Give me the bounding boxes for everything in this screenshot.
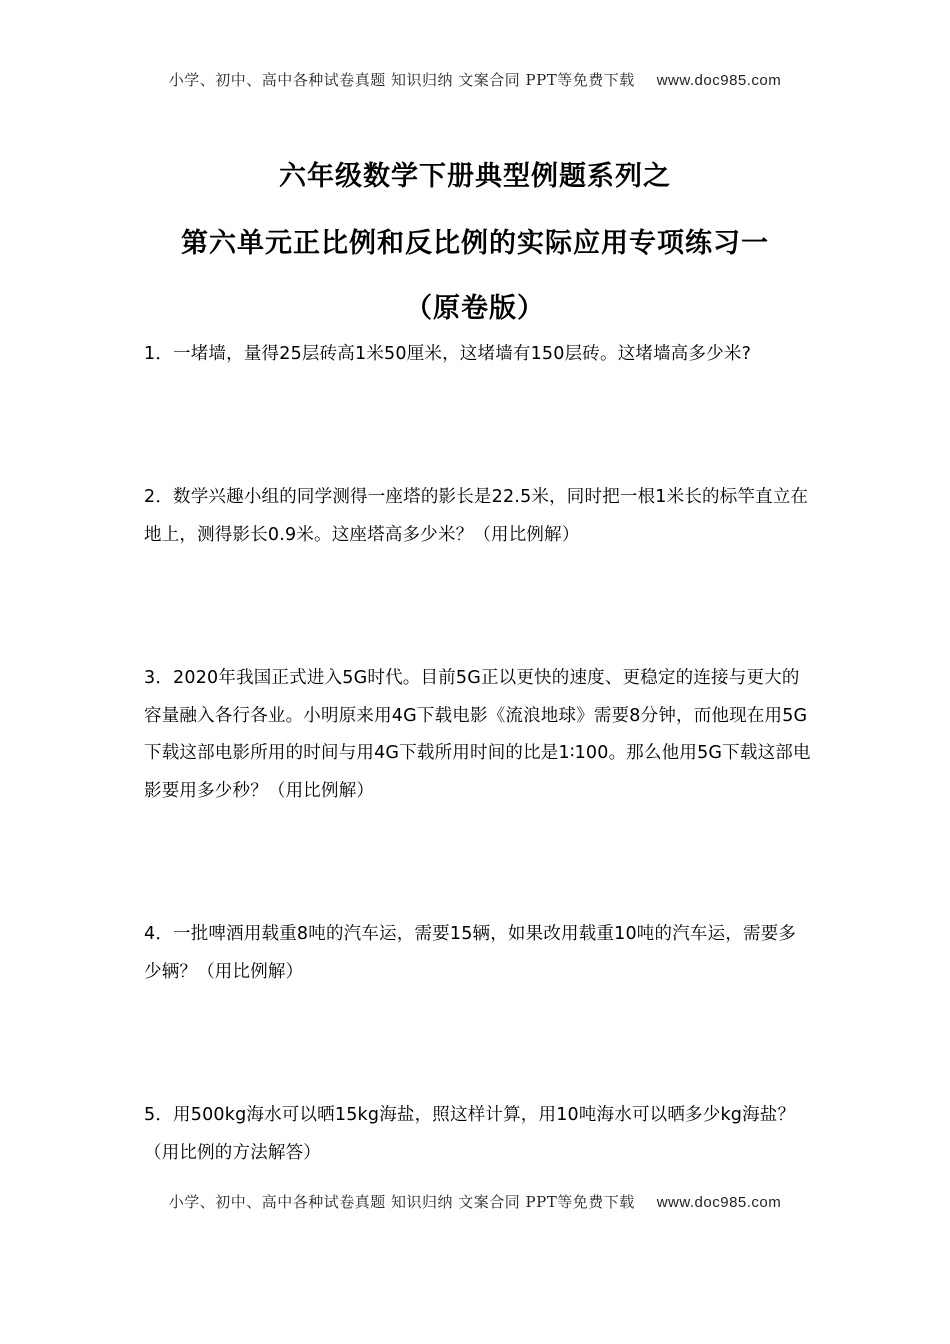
footer-banner xyxy=(0,1191,950,1212)
title-line-1: 六年级数学下册典型例题系列之 xyxy=(279,161,671,192)
title-line-2: 第六单元正比例和反比例的实际应用专项练习一 xyxy=(181,228,769,259)
question-4: 4．一批啤酒用载重8吨的汽车运，需要15辆，如果改用载重10吨的汽车运，需要多少辆？（用比例解） xyxy=(144,924,797,982)
question-3: 3．2020年我国正式进入5G时代。目前5G正以更快的速度、更稳定的连接与更大的容量融入各行各业。小明原来用4G下载电影《流浪地球》需要8分钟，而他现在用5G下载这部电影所用的时间与用4G下载所用时间的比是1∶100。那么他用5G下载这部电影要用多少秒？（用比例解） xyxy=(144,668,811,801)
title-line-3: （原卷版） xyxy=(405,293,545,324)
header-text: 小学、初中、高中各种试卷真题 知识归纳 文案合同 PPT等免费下载 xyxy=(168,71,635,89)
header-site-link[interactable]: www.doc985.com xyxy=(656,72,782,89)
question-2: 2．数学兴趣小组的同学测得一座塔的影长是22.5米，同时把一根1米长的标竿直立在地上，测得影长0.9米。这座塔高多少米？（用比例解） xyxy=(144,487,809,545)
header-banner xyxy=(0,69,950,90)
question-1: 1．一堵墙，量得25层砖高1米50厘米，这堵墙有150层砖。这堵墙高多少米? xyxy=(144,344,752,364)
footer-site-link[interactable]: www.doc985.com xyxy=(656,1194,782,1211)
footer-text: 小学、初中、高中各种试卷真题 知识归纳 文案合同 PPT等免费下载 xyxy=(168,1193,635,1211)
question-5: 5．用500kg海水可以晒15kg海盐，照这样计算，用10吨海水可以晒多少kg海盐？（用比例的方法解答） xyxy=(144,1105,796,1163)
